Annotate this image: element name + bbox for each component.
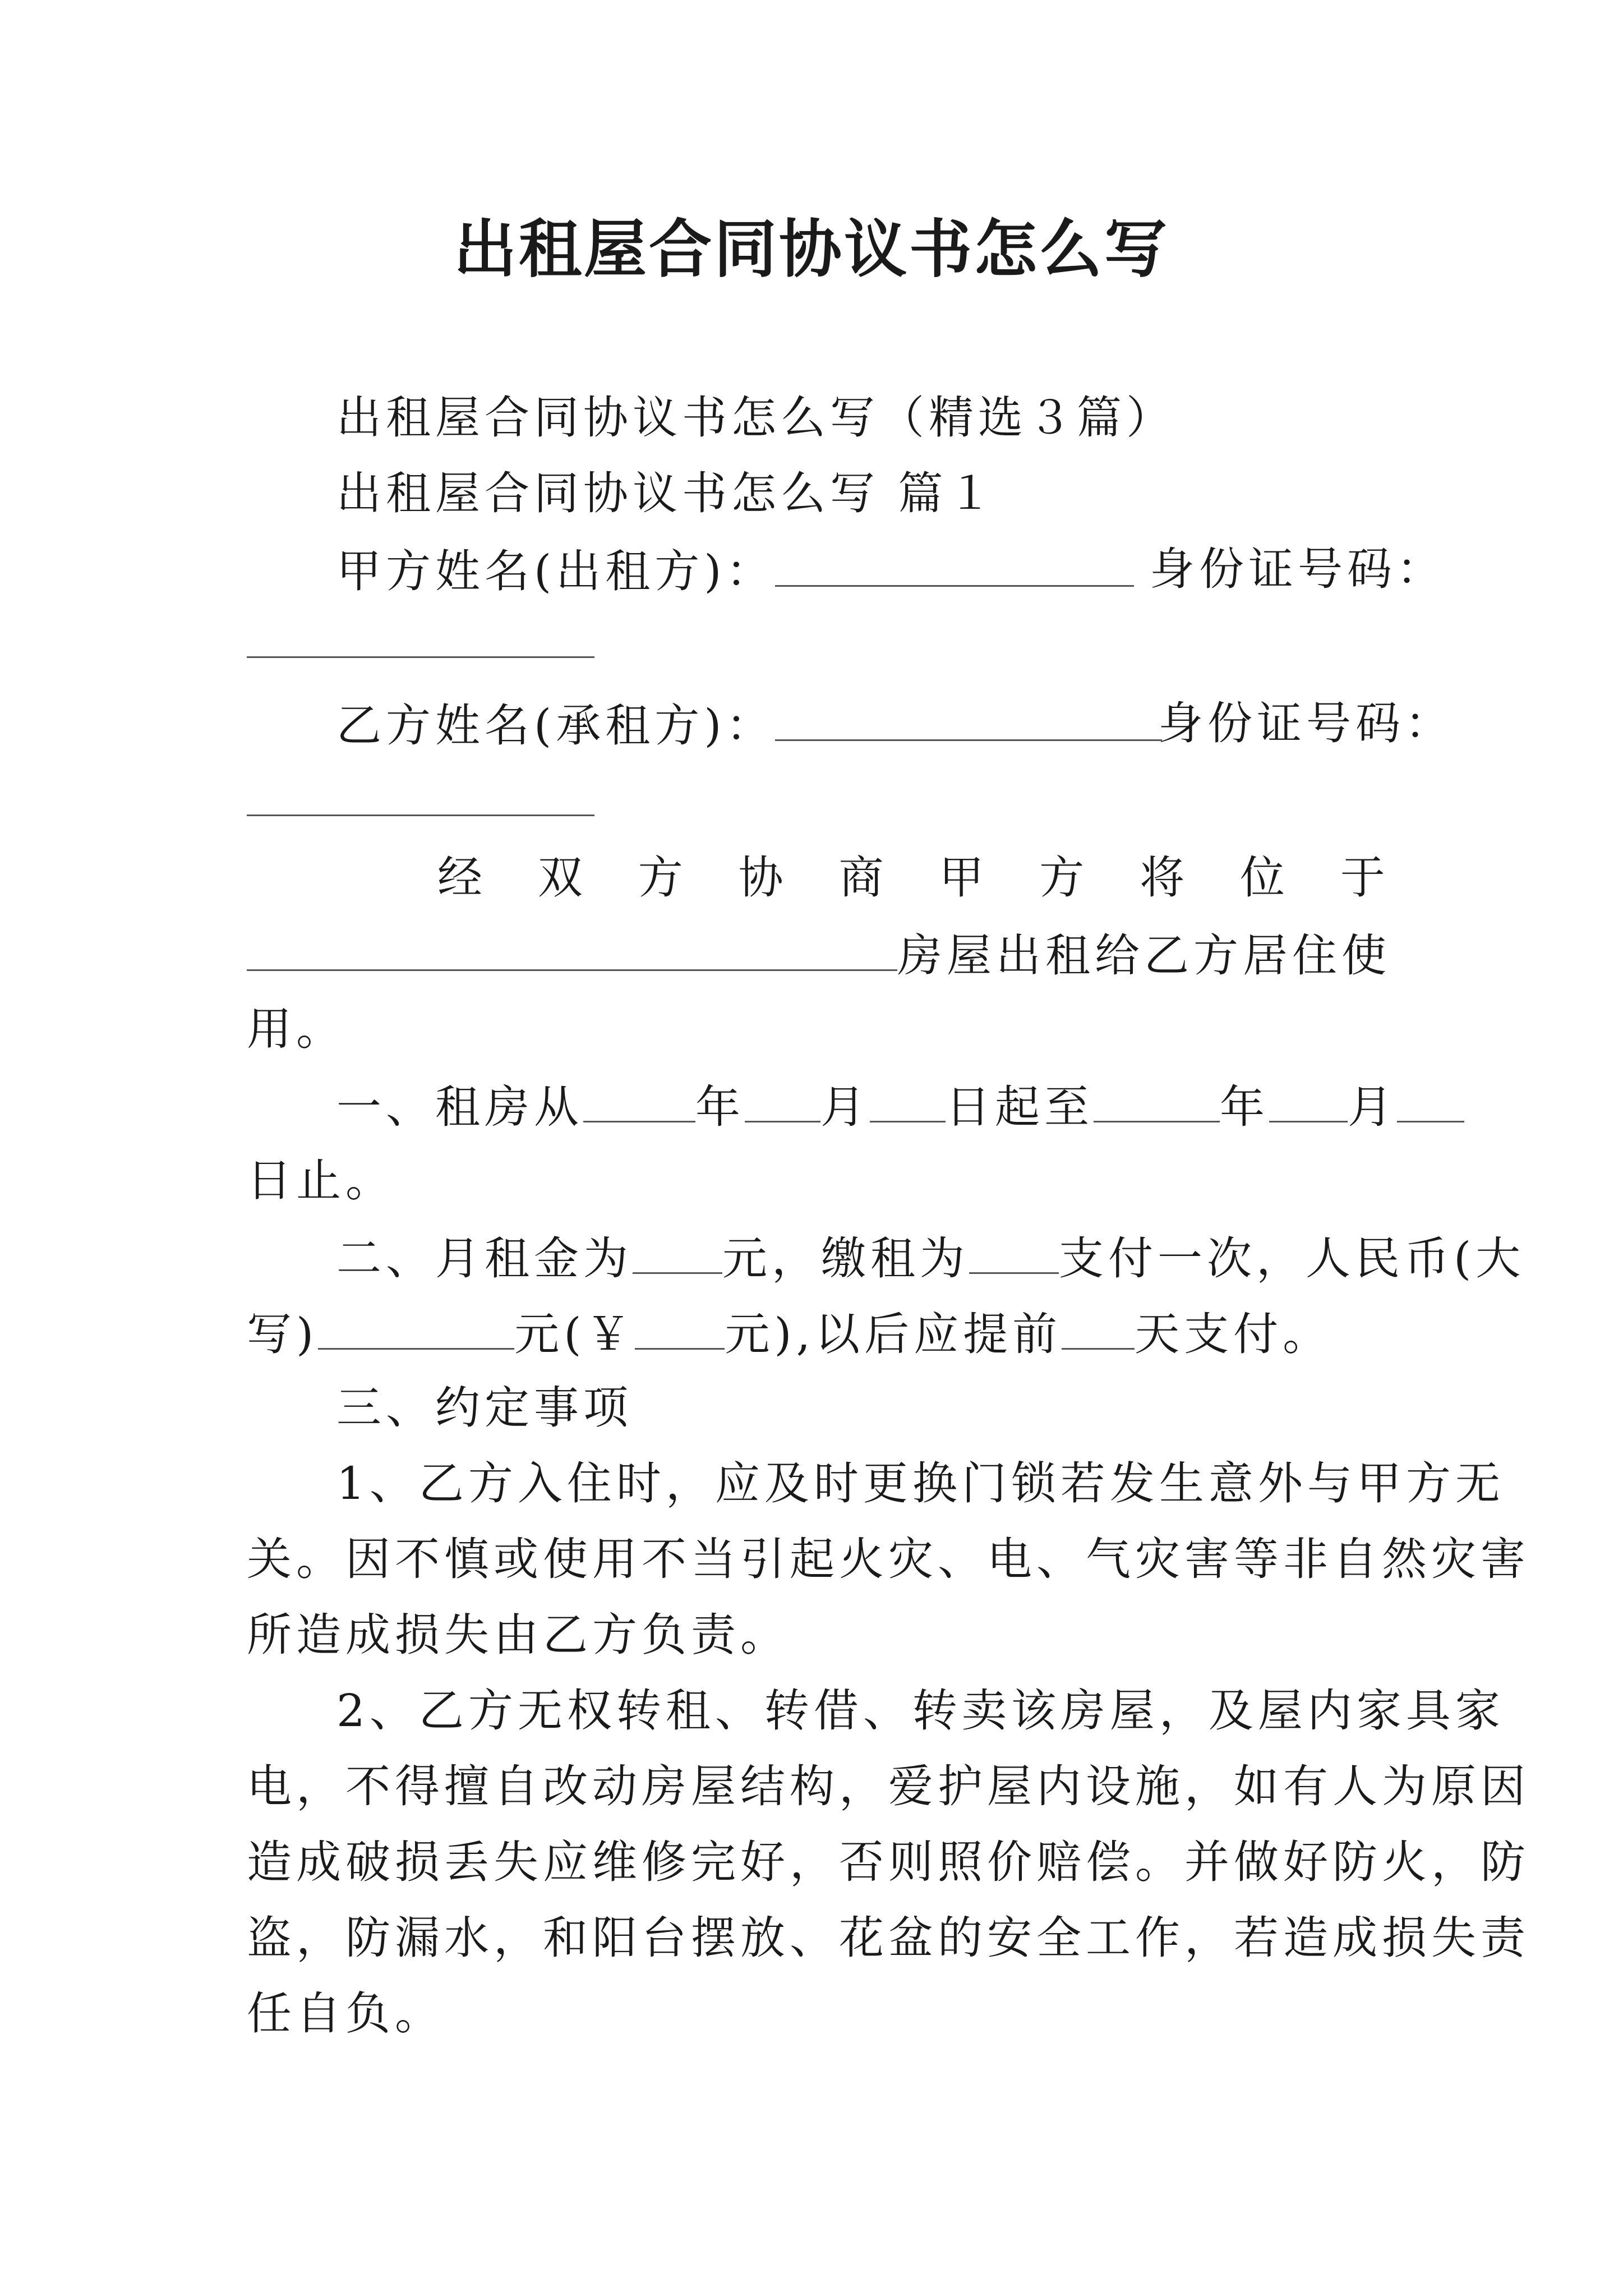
item-1-line: 关。因不慎或使用不当引起火灾、电、气灾害等非自然灾害 xyxy=(247,1533,1530,1585)
intro-line-2 xyxy=(247,930,1391,982)
party-b-label: 乙方姓名(承租方)： xyxy=(336,700,776,752)
clause-1-text: 日起至 xyxy=(946,1081,1094,1133)
intro-char: 方 xyxy=(638,852,683,904)
party-b-id-blank[interactable] xyxy=(247,815,594,816)
advance-days-blank[interactable] xyxy=(1062,1310,1135,1350)
clause-1-end: 日止。 xyxy=(247,1154,395,1207)
clause-2-text: 二、月租金为 xyxy=(336,1232,633,1285)
clause-2-text: 写) xyxy=(247,1308,319,1360)
clause-1-text: 一、租房从 xyxy=(336,1081,583,1133)
intro-char: 经 xyxy=(437,852,482,904)
intro-char: 方 xyxy=(1039,852,1085,904)
clause-1-text: 月 xyxy=(1348,1081,1397,1133)
item-2-line: 任自负。 xyxy=(247,1987,444,2040)
start-year-blank[interactable] xyxy=(583,1083,695,1122)
house-location-blank[interactable] xyxy=(247,931,897,971)
intro-spread-line xyxy=(437,852,1385,904)
item-2-line: 电，不得擅自改动房屋结构，爱护屋内设施，如有人为原因 xyxy=(247,1760,1530,1812)
clause-2-text: 元),以后应提前 xyxy=(725,1308,1062,1360)
rent-number-blank[interactable] xyxy=(635,1310,725,1350)
rent-amount-blank[interactable] xyxy=(633,1234,722,1274)
party-a-name-blank[interactable] xyxy=(775,547,1134,587)
document-subtitle: 出租屋合同协议书怎么写（精选３篇） xyxy=(336,392,1175,444)
payment-period-blank[interactable] xyxy=(969,1234,1059,1274)
clause-2-text: 支付一次，人民币(大 xyxy=(1059,1232,1525,1285)
intro-char: 于 xyxy=(1340,852,1385,904)
end-day-blank[interactable] xyxy=(1397,1083,1464,1122)
intro-char: 位 xyxy=(1240,852,1285,904)
section-heading: 出租屋合同协议书怎么写 篇１ xyxy=(336,467,997,519)
clause-1-line-1 xyxy=(336,1081,1464,1133)
clause-1-text: 年 xyxy=(695,1081,745,1133)
intro-char: 协 xyxy=(738,852,783,904)
clause-3-heading: 三、约定事项 xyxy=(336,1382,633,1434)
party-b-id-label: 身份证号码： xyxy=(1158,697,1454,749)
party-b-name-blank[interactable] xyxy=(775,701,1162,741)
intro-tail: 房屋出租给乙方居住使 xyxy=(897,930,1391,982)
clause-2-line-1 xyxy=(336,1232,1525,1285)
item-2-line: 盗，防漏水，和阳台摆放、花盆的安全工作，若造成损失责 xyxy=(247,1912,1530,1964)
clause-1-text: 年 xyxy=(1220,1081,1269,1133)
item-2-line: 2、乙方无权转租、转借、转卖该房屋，及屋内家具家 xyxy=(336,1685,1505,1737)
intro-char: 将 xyxy=(1140,852,1185,904)
start-month-blank[interactable] xyxy=(745,1083,820,1122)
document-title: 出租屋合同协议书怎么写 xyxy=(454,213,1169,286)
clause-1-text: 月 xyxy=(820,1081,870,1133)
clause-2-text: 元(￥ xyxy=(514,1308,635,1360)
intro-end: 用。 xyxy=(247,1003,345,1055)
rent-capital-blank[interactable] xyxy=(318,1310,514,1350)
item-1-line: 所造成损失由乙方负责。 xyxy=(247,1609,790,1661)
clause-2-text: 元，缴租为 xyxy=(722,1232,969,1285)
item-1-line: 1、乙方入住时，应及时更换门锁若发生意外与甲方无 xyxy=(336,1457,1505,1510)
item-2-line: 造成破损丢失应维修完好，否则照价赔偿。并做好防火，防 xyxy=(247,1836,1530,1888)
end-year-blank[interactable] xyxy=(1094,1083,1220,1122)
intro-char: 甲 xyxy=(939,852,984,904)
party-b-row xyxy=(336,700,1162,752)
party-a-label: 甲方姓名(出租方)： xyxy=(336,545,776,597)
intro-char: 商 xyxy=(838,852,884,904)
end-month-blank[interactable] xyxy=(1269,1083,1348,1122)
party-a-id-label: 身份证号码： xyxy=(1150,543,1446,595)
intro-char: 双 xyxy=(537,852,583,904)
clause-2-text: 天支付。 xyxy=(1135,1308,1332,1360)
clause-2-line-2 xyxy=(247,1308,1332,1360)
party-a-row xyxy=(336,545,1134,597)
start-day-blank[interactable] xyxy=(870,1083,946,1122)
party-a-id-blank[interactable] xyxy=(247,656,594,658)
